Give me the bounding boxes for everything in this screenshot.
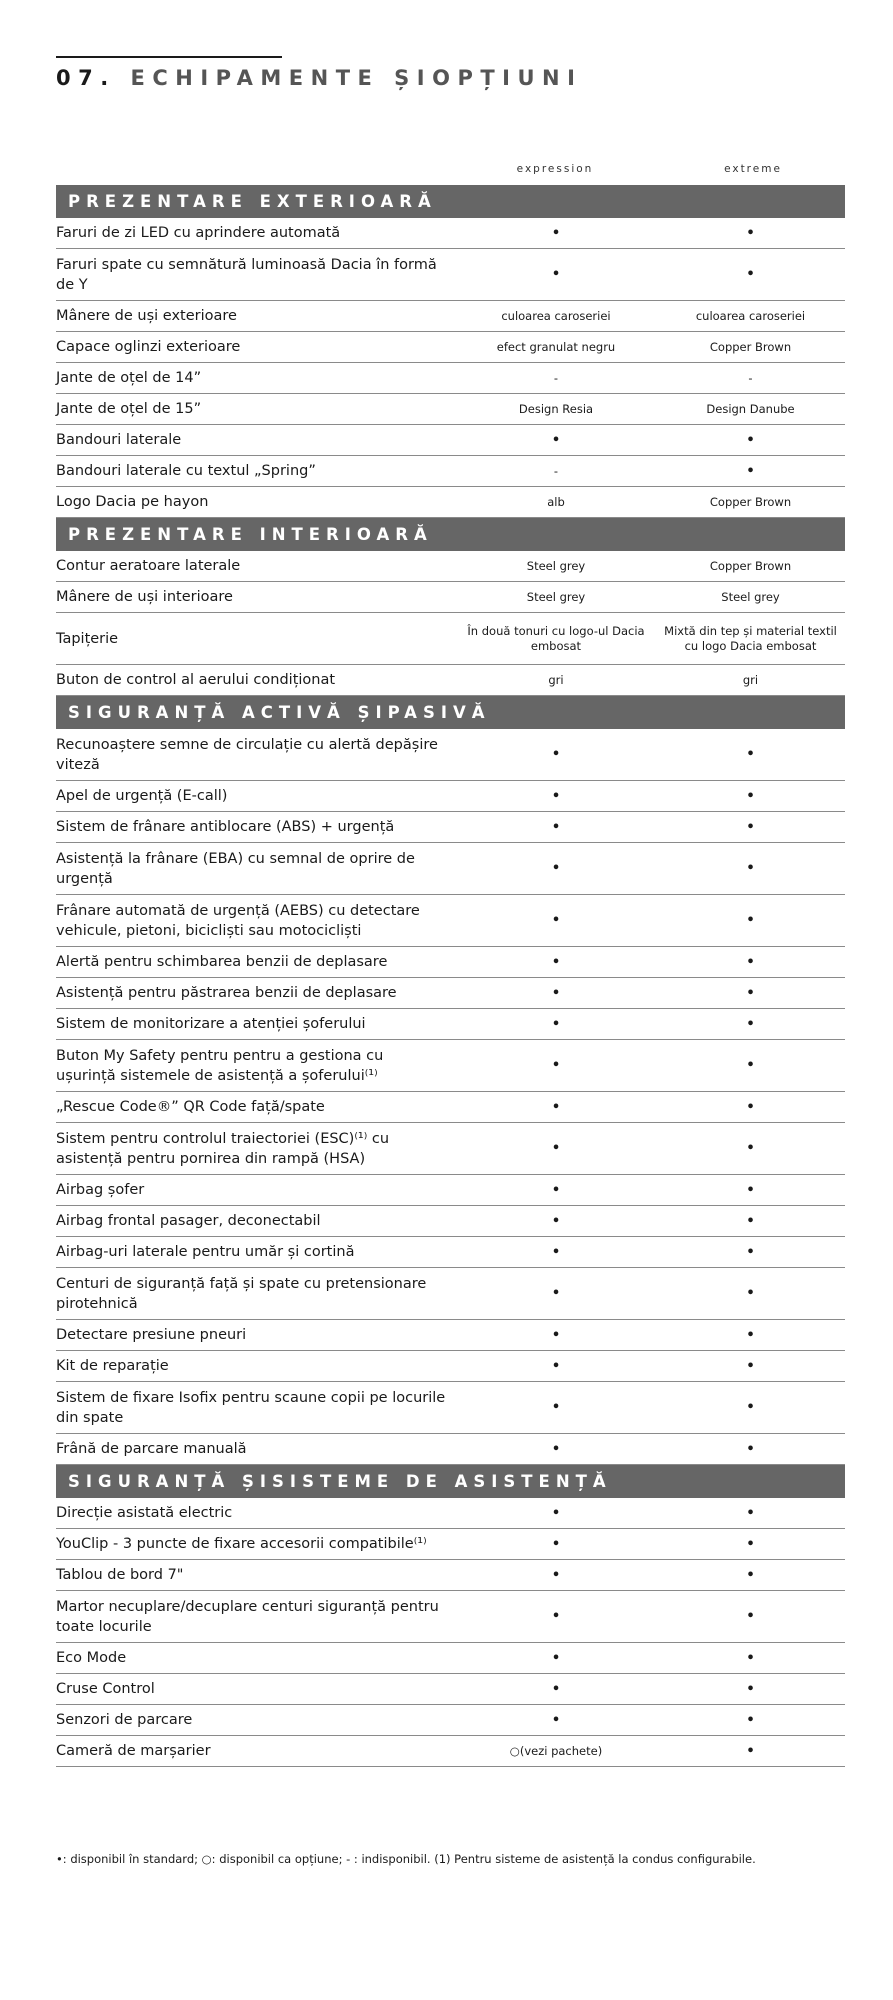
row-label: Frână de parcare manuală: [56, 1441, 247, 1457]
page-number: 07.: [56, 66, 116, 90]
table-row: [56, 332, 845, 363]
table-row: [56, 1643, 845, 1674]
row-label: Sistem pentru controlul traiectoriei (ESC)⁽¹⁾ cu asistență pentru pornirea din rampă (HSA): [56, 1130, 390, 1167]
table-row: [56, 551, 845, 582]
table-row: [56, 1040, 845, 1092]
column-header-extreme: extreme: [724, 163, 782, 175]
row-label: Buton de control al aerului condiționat: [56, 672, 336, 688]
row-label: Cruse Control: [56, 1681, 155, 1697]
value-extreme: •: [746, 913, 755, 928]
row-label: Frânare automată de urgență (AEBS) cu detectare vehicule, pietoni, bicicliști sau motocicliști: [56, 902, 420, 939]
value-extreme: •: [746, 225, 755, 241]
row-label: Detectare presiune pneuri: [56, 1327, 247, 1343]
row-label: Kit de reparație: [56, 1358, 169, 1374]
table-row: [56, 1705, 845, 1736]
row-label: Buton My Safety pentru pentru a gestiona cu ușurință sistemele de asistență a șoferului⁽¹⁾: [56, 1047, 384, 1084]
table-row: [56, 425, 845, 456]
value-extreme: •: [746, 1099, 755, 1115]
table-row: [56, 1092, 845, 1123]
value-expression: •: [551, 954, 561, 970]
value-expression: Steel grey: [526, 558, 586, 573]
value-extreme: -: [748, 370, 753, 385]
section-header: SIGURANȚĂ ACTIVĂ ȘIPASIVĂ: [56, 696, 845, 729]
value-expression: •: [551, 1712, 561, 1728]
row-label: Airbag șofer: [56, 1182, 145, 1198]
value-expression: culoarea caroseriei: [501, 308, 611, 323]
value-expression: -: [553, 463, 559, 478]
table-row: [56, 729, 845, 781]
value-extreme: •: [746, 1681, 755, 1697]
value-expression: Design Resia: [518, 401, 594, 416]
row-label: Faruri spate cu semnătură luminoasă Dacia în formă de Y: [56, 256, 437, 293]
value-extreme: •: [746, 1327, 755, 1343]
table-row: [56, 1560, 845, 1591]
row-label: Alertă pentru schimbarea benzii de deplasare: [56, 954, 388, 970]
value-extreme: •: [746, 1505, 755, 1521]
table-row: [56, 1123, 845, 1175]
value-expression: -: [553, 370, 559, 385]
table-row: [56, 843, 845, 895]
row-label: YouClip - 3 puncte de fixare accesorii compatibile⁽¹⁾: [56, 1536, 427, 1552]
table-row: [56, 1320, 845, 1351]
table-row: [56, 456, 845, 487]
value-expression: •: [551, 225, 561, 241]
table-row: [56, 1351, 845, 1382]
value-extreme: •: [746, 1567, 755, 1583]
value-extreme: •: [746, 1441, 755, 1457]
footnote: •: disponibil în standard; ○: disponibil ca opțiune; - : indisponibil. (1) Pentru sisteme de asistență la condus configurabile.: [56, 1852, 756, 1866]
value-expression: •: [551, 1286, 561, 1301]
row-label: Mânere de uși exterioare: [56, 308, 237, 324]
row-label: Sistem de fixare Isofix pentru scaune copii pe locurile din spate: [56, 1389, 446, 1426]
value-expression: •: [551, 1609, 561, 1624]
table-row: [56, 249, 845, 301]
table-row: [56, 363, 845, 394]
value-expression: •: [551, 788, 561, 804]
value-expression: •: [551, 1650, 561, 1666]
column-headers: [56, 163, 845, 179]
value-extreme: •: [746, 1650, 755, 1666]
value-expression: În două tonuri cu logo-ul Dacia embosat: [467, 623, 645, 653]
row-label: Centuri de siguranță față și spate cu pretensionare pirotehnică: [56, 1275, 427, 1312]
table-row: [56, 1529, 845, 1560]
value-expression: •: [551, 747, 561, 762]
table-row: [56, 781, 845, 812]
value-expression: •: [551, 1441, 561, 1457]
row-label: Asistență pentru păstrarea benzii de deplasare: [56, 985, 397, 1001]
row-label: Mânere de uși interioare: [56, 589, 233, 605]
value-extreme: Steel grey: [721, 589, 780, 604]
value-extreme: culoarea caroseriei: [695, 308, 806, 323]
row-label: Cameră de marșarier: [56, 1743, 211, 1759]
value-expression: •: [551, 1536, 561, 1552]
table-row: [56, 394, 845, 425]
row-label: Jante de oțel de 14”: [56, 370, 202, 386]
row-label: Recunoaștere semne de circulație cu alertă depășire viteză: [56, 736, 438, 773]
value-extreme: •: [746, 1244, 755, 1260]
table-row: [56, 1434, 845, 1465]
section-header: SIGURANȚĂ ȘISISTEME DE ASISTENȚĂ: [56, 1465, 845, 1498]
row-label: Asistență la frânare (EBA) cu semnal de oprire de urgență: [56, 850, 415, 887]
row-label: Capace oglinzi exterioare: [56, 339, 241, 355]
row-label: Logo Dacia pe hayon: [56, 494, 209, 510]
table-row: [56, 582, 845, 613]
value-extreme: •: [746, 1743, 755, 1759]
table-row: [56, 1175, 845, 1206]
value-expression: alb: [547, 494, 565, 509]
table-row: [56, 218, 845, 249]
row-label: Sistem de frânare antiblocare (ABS) + urgență: [56, 819, 395, 835]
table-row: [56, 665, 845, 696]
table-row: [56, 1206, 845, 1237]
value-extreme: •: [746, 1141, 755, 1156]
row-label: Airbag-uri laterale pentru umăr și cortină: [56, 1244, 355, 1260]
section-header: PREZENTARE EXTERIOARĂ: [56, 185, 845, 218]
table-row: [56, 1591, 845, 1643]
value-expression: •: [551, 861, 561, 876]
value-expression: •: [551, 1213, 561, 1229]
value-expression: •: [551, 1141, 561, 1156]
table-row: [56, 487, 845, 518]
row-label: Senzori de parcare: [56, 1712, 193, 1728]
value-extreme: •: [746, 1286, 755, 1301]
row-label: Contur aeratoare laterale: [56, 558, 241, 574]
table-row: [56, 947, 845, 978]
row-label: Eco Mode: [56, 1650, 127, 1666]
table-row: [56, 812, 845, 843]
value-expression: •: [551, 1182, 561, 1198]
table-row: [56, 301, 845, 332]
table-row: [56, 1674, 845, 1705]
row-label: Bandouri laterale cu textul „Spring”: [56, 463, 316, 479]
value-expression: •: [551, 1327, 561, 1343]
value-expression: •: [551, 267, 561, 282]
section-header: PREZENTARE INTERIOARĂ: [56, 518, 845, 551]
value-extreme: •: [746, 1400, 755, 1415]
row-label: „Rescue Code®” QR Code față/spate: [56, 1099, 325, 1115]
value-expression: •: [551, 1681, 561, 1697]
value-extreme: •: [746, 788, 755, 804]
value-extreme: Mixtă din tep și material textil cu logo Dacia embosat: [664, 623, 837, 653]
value-expression: •: [551, 1567, 561, 1583]
value-extreme: •: [746, 1609, 755, 1624]
value-expression: •: [551, 913, 561, 928]
value-expression: Steel grey: [526, 589, 586, 604]
value-extreme: •: [746, 463, 755, 479]
value-expression: ○(vezi pachete): [509, 1743, 603, 1758]
value-expression: •: [551, 1358, 561, 1374]
value-extreme: •: [746, 1182, 755, 1198]
value-extreme: Design Danube: [706, 401, 795, 416]
row-label: Airbag frontal pasager, deconectabil: [56, 1213, 321, 1229]
value-extreme: Copper Brown: [709, 558, 792, 573]
table-row: [56, 613, 845, 665]
value-extreme: •: [746, 1016, 755, 1032]
value-extreme: Copper Brown: [709, 339, 792, 354]
row-label: Apel de urgență (E-call): [56, 788, 228, 804]
row-label: Sistem de monitorizare a atenției șoferului: [56, 1016, 366, 1032]
row-label: Tapițerie: [56, 630, 119, 647]
value-expression: gri: [548, 672, 564, 687]
row-label: Jante de oțel de 15”: [56, 401, 202, 417]
table-row: [56, 1736, 845, 1767]
page-title-text: ECHIPAMENTE ȘIOPȚIUNI: [130, 66, 583, 90]
row-label: Faruri de zi LED cu aprindere automată: [56, 225, 341, 241]
value-extreme: gri: [742, 672, 759, 687]
value-expression: •: [551, 432, 561, 448]
value-extreme: •: [746, 1358, 755, 1374]
value-extreme: •: [746, 747, 755, 762]
value-expression: •: [551, 1016, 561, 1032]
value-extreme: •: [746, 1213, 755, 1229]
equipment-table: [56, 185, 845, 1767]
page-title: [56, 66, 582, 90]
table-row: [56, 895, 845, 947]
row-label: Tablou de bord 7": [56, 1567, 184, 1583]
value-expression: •: [551, 1505, 561, 1521]
value-expression: •: [551, 1058, 561, 1073]
row-label: Bandouri laterale: [56, 432, 182, 448]
row-label: Martor necuplare/decuplare centuri siguranță pentru toate locurile: [56, 1598, 439, 1635]
table-row: [56, 1382, 845, 1434]
value-extreme: •: [746, 267, 755, 282]
value-extreme: •: [746, 432, 755, 448]
value-expression: •: [551, 819, 561, 835]
value-expression: efect granulat negru: [496, 339, 616, 354]
value-extreme: •: [746, 1712, 755, 1728]
value-expression: •: [551, 1099, 561, 1115]
value-extreme: •: [746, 819, 755, 835]
value-extreme: •: [746, 861, 755, 876]
table-row: [56, 1268, 845, 1320]
value-extreme: •: [746, 1536, 755, 1552]
value-expression: •: [551, 1244, 561, 1260]
row-label: Direcție asistată electric: [56, 1505, 233, 1521]
value-expression: •: [551, 1400, 561, 1415]
table-row: [56, 1237, 845, 1268]
column-header-expression: expression: [516, 163, 594, 175]
header-rule: [56, 56, 282, 58]
table-row: [56, 1009, 845, 1040]
value-extreme: Copper Brown: [709, 494, 792, 509]
value-extreme: •: [746, 1058, 755, 1073]
table-row: [56, 978, 845, 1009]
value-expression: •: [551, 985, 561, 1001]
value-extreme: •: [746, 985, 755, 1001]
table-row: [56, 1498, 845, 1529]
value-extreme: •: [746, 954, 755, 970]
